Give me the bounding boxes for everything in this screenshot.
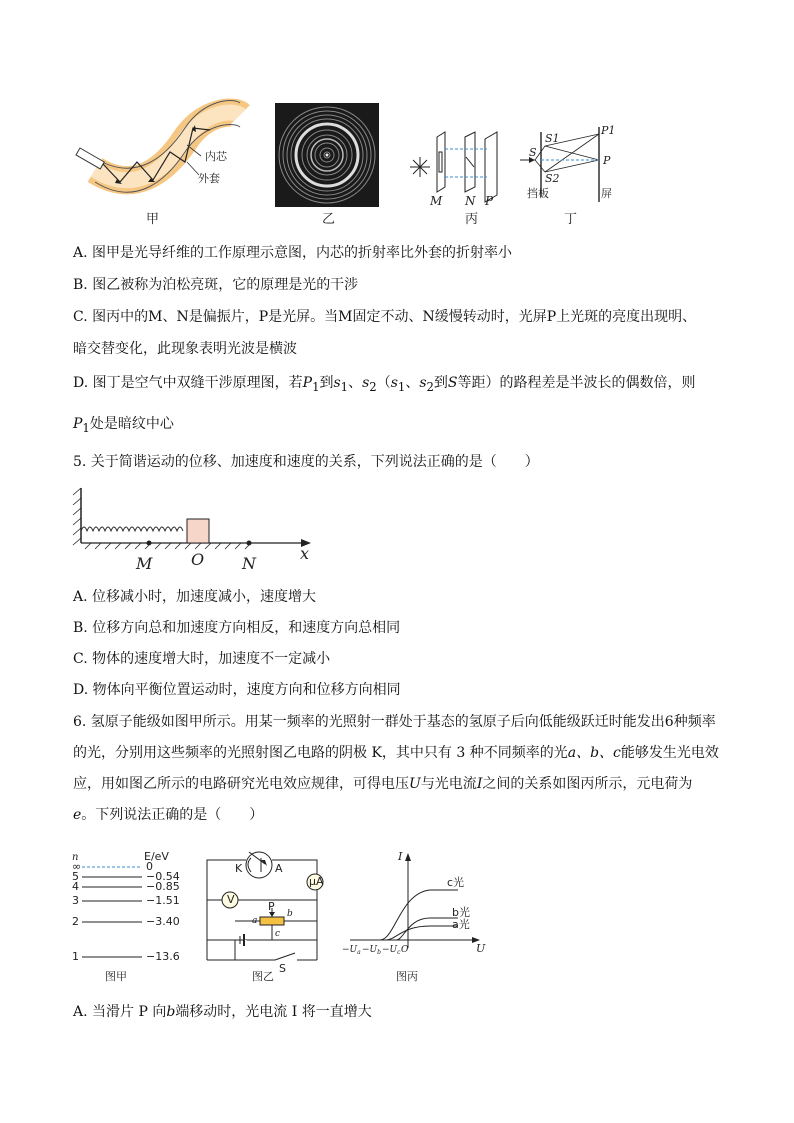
q6-stem-line1: 6. 氢原子能级如图甲所示。用某一频率的光照射一群处于基态的氢原子后向低能级跃迁时能发出6种频率 bbox=[73, 714, 716, 730]
level-e-2: −3.40 bbox=[146, 915, 180, 928]
slit-s2-label: S2 bbox=[545, 172, 560, 185]
level-n-4: 4 bbox=[72, 880, 79, 893]
curve-a-label: a光 bbox=[452, 918, 470, 931]
point-o-label: O bbox=[191, 550, 205, 569]
terminal-a-label: a bbox=[252, 916, 258, 926]
level-e-1: −13.6 bbox=[146, 950, 180, 963]
graph-u-label: U bbox=[476, 942, 486, 955]
slider-p-label: P bbox=[268, 900, 275, 913]
q4-option-a: A. 图甲是光导纤维的工作原理示意图，内芯的折射率比外套的折射率小 bbox=[73, 245, 513, 261]
tick-uc-label: $-U_c$ bbox=[382, 945, 401, 956]
level-n-header: n bbox=[72, 852, 79, 863]
tick-ua-label: $-U_a$ bbox=[342, 945, 361, 956]
screen-p-label-ding: P bbox=[603, 154, 611, 167]
q6-stem-line2: 的光，分别用这些频率的光照射图乙电路的阴极 K，其中只有 3 种不同频率的光a、b、c能够发生光电效 bbox=[73, 745, 719, 761]
figure-jia-caption: 甲 bbox=[146, 212, 160, 227]
level-e-3: −1.51 bbox=[146, 894, 180, 907]
q5-option-a: A. 位移减小时，加速度减小，速度增大 bbox=[73, 589, 317, 605]
level-e-4: −0.85 bbox=[146, 880, 180, 893]
q6-figure-jia-energy-levels bbox=[70, 852, 180, 972]
q4-option-d-line1: D. 图丁是空气中双缝干涉原理图，若$P_1$到$s_1$、$s_2(s_1$、$s_2$到S等距）的路程差是半波长的偶数倍，则 bbox=[73, 375, 696, 394]
q6-figure-yi-caption: 图乙 bbox=[252, 970, 274, 983]
level-n-3: 3 bbox=[72, 894, 79, 907]
point-n-label: N bbox=[242, 554, 256, 573]
q5-stem: 5. 关于简谐运动的位移、加速度和速度的关系，下列说法正确的是（ ） bbox=[73, 454, 539, 470]
level-e-header: E/eV bbox=[144, 850, 169, 863]
q6-figure-bing-caption: 图丙 bbox=[396, 970, 418, 983]
anode-a-label: A bbox=[275, 862, 283, 875]
cathode-k-label: K bbox=[235, 862, 243, 875]
figure-ding-caption: 丁 bbox=[564, 212, 578, 227]
figure-jia-fiber bbox=[75, 100, 255, 185]
slit-s-label: S bbox=[529, 146, 537, 159]
figure-yi-poisson-spot bbox=[275, 103, 379, 207]
curve-b-label: b光 bbox=[452, 906, 470, 919]
q4-option-b: B. 图乙被称为泊松亮斑，它的原理是光的干涉 bbox=[73, 277, 359, 293]
tick-ub-label: $-U_b$ bbox=[362, 945, 381, 956]
curve-c-label: c光 bbox=[447, 876, 465, 889]
polarizer-m-label: M bbox=[430, 194, 443, 208]
screen-label: 屏 bbox=[601, 187, 612, 200]
q4-option-d-line2: $P_1$处是暗纹中心 bbox=[73, 416, 174, 435]
q5-option-b: B. 位移方向总和加速度方向相反，和速度方向总相同 bbox=[73, 620, 401, 636]
q5-spring-figure bbox=[73, 483, 323, 573]
q4-option-c-line1: C. 图丙中的M、N是偏振片，P是光屏。当M固定不动、N缓慢转动时，光屏P上光斑的亮度出现明、 bbox=[73, 309, 697, 325]
level-e-inf: 0 bbox=[146, 860, 153, 873]
level-n-inf: ∞ bbox=[72, 860, 82, 873]
q6-stem-line4: e。下列说法正确的是（ ） bbox=[73, 807, 264, 823]
figure-bing-polarizers bbox=[405, 127, 505, 207]
q5-option-d: D. 物体向平衡位置运动时，速度方向和位移方向相同 bbox=[73, 682, 401, 698]
terminal-c-label: c bbox=[275, 929, 281, 939]
terminal-b-label: b bbox=[287, 909, 293, 919]
baffle-label: 挡板 bbox=[527, 187, 549, 200]
slit-s1-label: S1 bbox=[545, 132, 560, 145]
level-n-1: 1 bbox=[72, 950, 79, 963]
q6-figure-yi-circuit bbox=[205, 850, 330, 975]
screen-p-label: P bbox=[485, 194, 494, 208]
fiber-outer-label: 外套 bbox=[198, 172, 220, 185]
q6-stem-line3: 应，用如图乙所示的电路研究光电效应规律，可得电压U与光电流I之间的关系如图丙所示，元电荷为 bbox=[73, 776, 693, 792]
axis-x-label: x bbox=[300, 544, 310, 563]
fiber-inner-label: 内芯 bbox=[205, 150, 227, 163]
origin-o-label: O bbox=[401, 945, 409, 955]
q6-figure-bing-iu-graph bbox=[340, 848, 485, 968]
point-m-label: M bbox=[136, 554, 153, 573]
figure-ding-double-slit bbox=[515, 122, 625, 207]
q6-figure-jia-caption: 图甲 bbox=[105, 970, 127, 983]
graph-i-label: I bbox=[398, 850, 403, 863]
microammeter-label: μA bbox=[309, 875, 324, 888]
figure-bing-caption: 丙 bbox=[465, 212, 479, 227]
q5-option-c: C. 物体的速度增大时，加速度不一定减小 bbox=[73, 651, 331, 667]
level-n-5: 5 bbox=[72, 870, 79, 883]
level-n-2: 2 bbox=[72, 915, 79, 928]
screen-p1-label: P1 bbox=[601, 124, 616, 137]
q4-option-c-line2: 暗交替变化，此现象表明光波是横波 bbox=[73, 341, 297, 357]
q6-option-a: A. 当滑片 P 向b端移动时，光电流 I 将一直增大 bbox=[73, 1004, 372, 1020]
figure-yi-caption: 乙 bbox=[322, 212, 336, 227]
switch-s-label: S bbox=[279, 962, 286, 975]
voltmeter-label: V bbox=[227, 893, 235, 906]
level-e-5: −0.54 bbox=[146, 870, 180, 883]
polarizer-n-label: N bbox=[465, 194, 476, 208]
